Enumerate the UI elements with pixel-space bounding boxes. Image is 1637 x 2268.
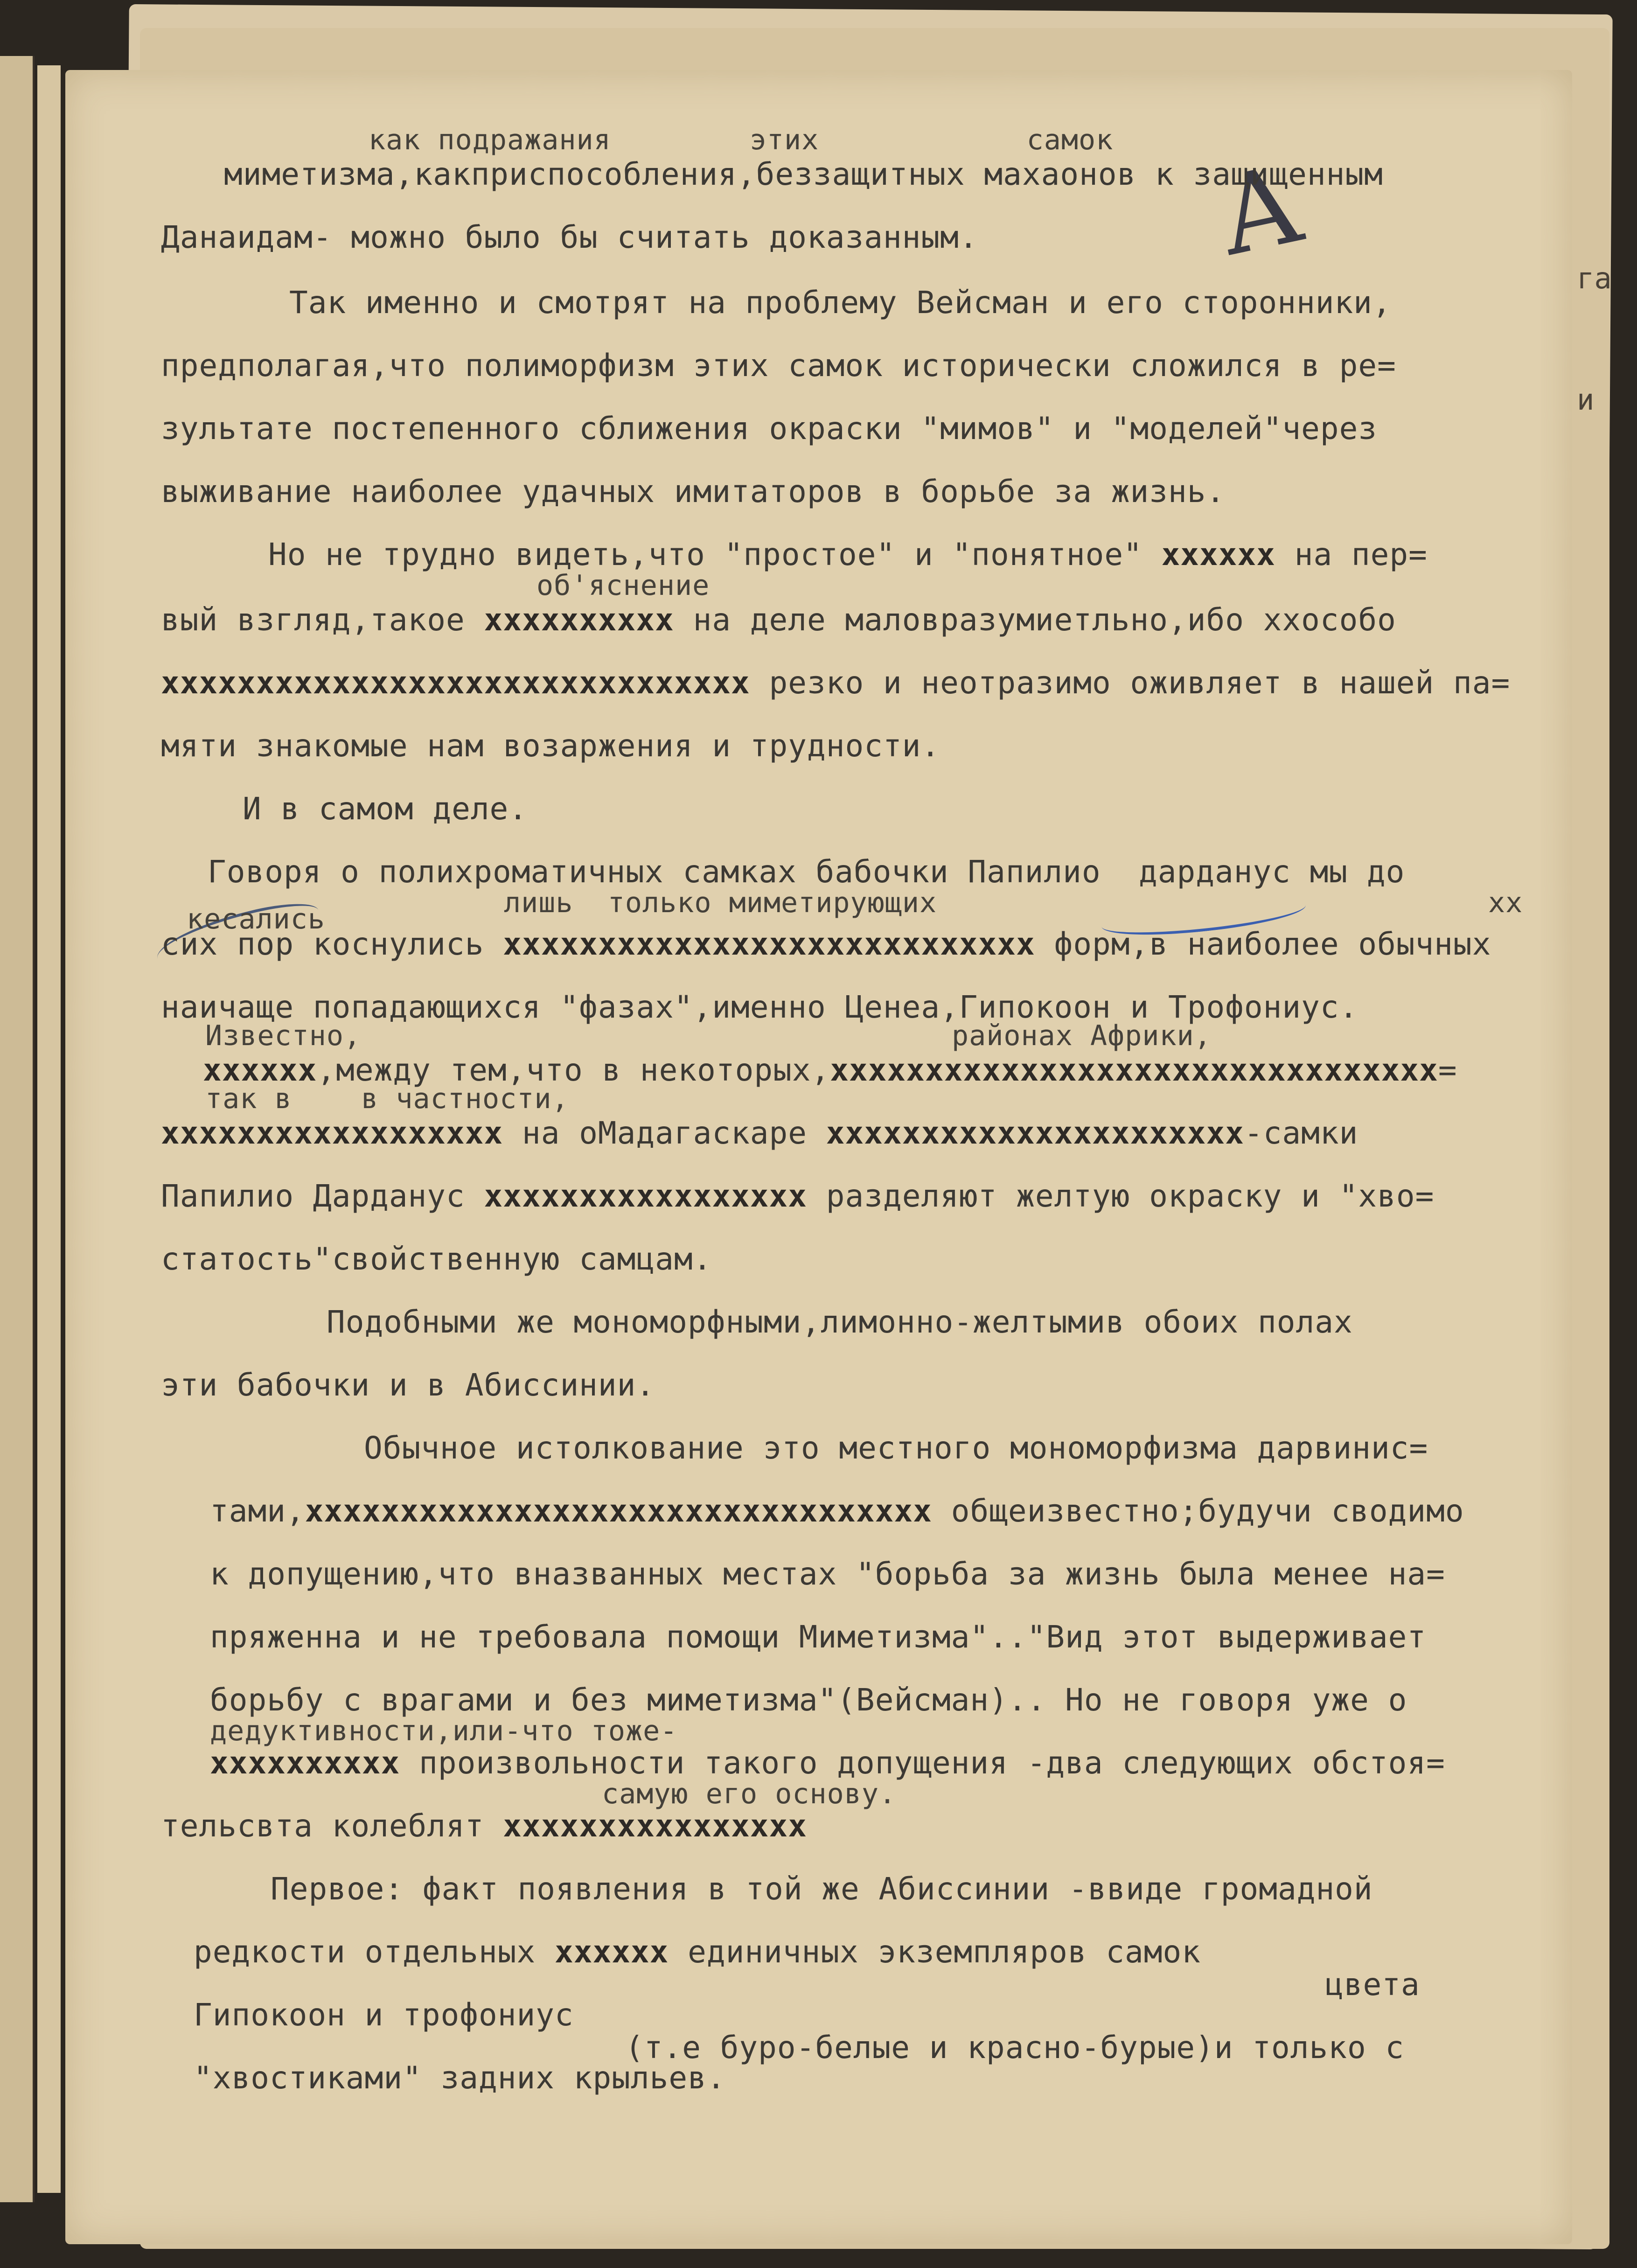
text-line: мяти знакомые нам возаржения и трудности. xyxy=(161,728,940,764)
text-line: xxxxxxxxxx произвольности такого допущения -два следующих обстоя= xyxy=(210,1745,1445,1781)
interlinear-insertion: самую его основу. xyxy=(602,1778,897,1810)
text-line: Подобными же мономорфными,лимонно-желтымив обоих полах xyxy=(327,1304,1353,1340)
text-line: Но не трудно видеть,что "простое" и "понятное" xxxxxx на пер= xyxy=(268,537,1428,572)
text-line: сих пор коснулись xxxxxxxxxxxxxxxxxxxxxxxxxxxx форм,в наиболее обычных xyxy=(161,926,1491,962)
interlinear-insertion: кесались xyxy=(187,903,325,935)
margin-fragment: га xyxy=(1577,261,1612,295)
text-line: выживание наиболее удачных имитаторов в борьбе за жизнь. xyxy=(161,474,1226,509)
text-line: наичаще попадающихся "фазах",именно Ценеа,Гипокоон и Трофониус. xyxy=(161,989,1358,1025)
interlinear-insertion: хх xyxy=(1488,886,1523,919)
text-line: Говоря о полихроматичных самках бабочки Папилио дарданус мы до xyxy=(208,854,1405,890)
typewritten-page xyxy=(65,70,1572,2244)
text-line: Первое: факт появления в той же Абиссинии -ввиде громадной xyxy=(271,1871,1373,1907)
text-line: (т.е буро-белые и красно-бурые)и только с xyxy=(625,2030,1405,2066)
text-line: к допущению,что вназванных местах "борьба за жизнь была менее на= xyxy=(210,1556,1445,1592)
margin-fragment: и xyxy=(1577,383,1595,417)
text-line: миметизма,какприспособления,беззащитных махаонов к защищенным xyxy=(224,156,1383,192)
interlinear-insertion: Известно, xyxy=(205,1019,362,1052)
interlinear-insertion: так в в частности, xyxy=(205,1082,569,1115)
interlinear-insertion: об'яснение xyxy=(536,569,710,602)
text-line: xxxxxxxxxxxxxxxxxxxxxxxxxxxxxxx резко и неотразимо оживляет в нашей па= xyxy=(161,665,1511,701)
text-line: борьбу с врагами и без миметизма"(Вейсман).. Но не говоря уже о xyxy=(210,1682,1407,1718)
text-line: xxxxxx,между тем,что в некоторых,xxxxxxxxxxxxxxxxxxxxxxxxxxxxxxxx= xyxy=(203,1052,1457,1088)
text-line: Гипокоон и трофониус xyxy=(194,1997,574,2033)
text-line: Папилио Дарданус xxxxxxxxxxxxxxxxx разделяют желтую окраску и "хво= xyxy=(161,1178,1435,1214)
text-line: "хвостиками" задних крыльев. xyxy=(194,2060,726,2096)
text-line: редкости отдельных xxxxxx единичных экземпляров самок xyxy=(194,1934,1201,1970)
text-line: статость"свойственную самцам. xyxy=(161,1241,712,1277)
interlinear-insertion: как подражания этих самок xyxy=(369,124,1114,156)
pencil-mark-a: A xyxy=(1209,142,1311,280)
left-page-edge xyxy=(0,56,35,2202)
interlinear-insertion: лишь только миметирующих xyxy=(504,886,937,919)
text-line: вый взгляд,такое xxxxxxxxxx на деле маловразумиетльно,ибо xхособо xyxy=(161,602,1396,638)
text-line: И в самом деле. xyxy=(243,791,528,827)
interlinear-insertion: дедуктивности,или-что тоже- xyxy=(210,1715,678,1747)
text-line: Так именно и смотрят на проблему Вейсман и его сторонники, xyxy=(289,285,1392,321)
left-page-edge xyxy=(37,65,61,2193)
text-line: тами,xxxxxxxxxxxxxxxxxxxxxxxxxxxxxxxxx общеизвестно;будучи сводимо xyxy=(210,1493,1464,1529)
text-line: зультате постепенного сближения окраски "мимов" и "моделей"через xyxy=(161,411,1378,447)
text-line: Обычное истолкование это местного мономорфизма дарвинис= xyxy=(364,1430,1428,1466)
text-line: тельсвта колеблят xxxxxxxxxxxxxxxx xyxy=(161,1808,808,1844)
text-line: Данаидам- можно было бы считать доказанным. xyxy=(161,219,978,255)
text-line: цвета xyxy=(1325,1967,1420,2003)
text-line: предполагая,что полиморфизм этих самок исторически сложился в ре= xyxy=(161,348,1396,384)
text-line: эти бабочки и в Абиссинии. xyxy=(161,1367,655,1403)
interlinear-insertion: районах Африки, xyxy=(952,1019,1212,1052)
text-line: xxxxxxxxxxxxxxxxxx на оМадагаскаре xxxxxxxxxxxxxxxxxxxxxx-самки xyxy=(161,1115,1358,1151)
text-line: пряженна и не требовала помощи Миметизма".."Вид этот выдерживает xyxy=(210,1619,1427,1655)
